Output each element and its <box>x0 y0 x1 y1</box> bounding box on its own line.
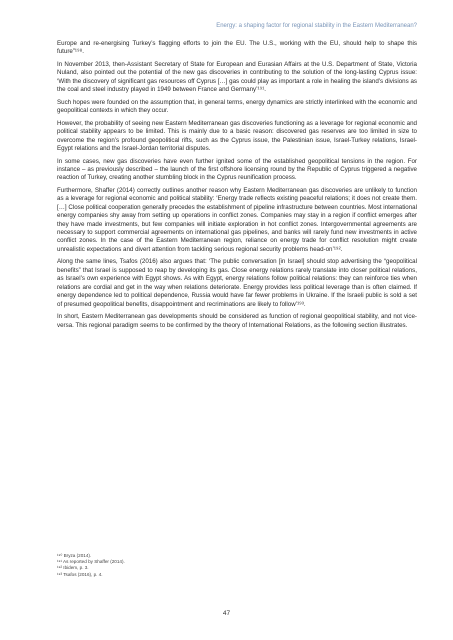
footnote: ¹⁹⁰ Bryza (2014). <box>57 553 92 558</box>
footnote: ¹⁹² Ibidem, p. 3. <box>57 565 89 571</box>
paragraph: Europe and re-energising Turkey’s flagging efforts to join the EU. The U.S., working with the EU, should help to shape this future”¹⁹⁸. <box>57 40 417 56</box>
paragraph: In November 2013, then-Assistant Secretary of State for European and Eurasian Affairs at the U.S. Department of State, Victoria Nuland, also pointed out the potential of the new gas discoveries in contributing to the solution of the long-lasting Cyprus issue: ‘With the discovery of significant gas resources off Cyprus […] gas could play as important a role in healing the island’s divisions as the coal and steel industry played in 1949 between France and Germany’¹⁹¹. <box>57 61 417 94</box>
body-text <box>57 40 417 334</box>
footnote: ¹⁹³ Tsafos (2016), p. 4. <box>57 571 103 577</box>
page-number: 47 <box>222 610 231 617</box>
paragraph: In some cases, new gas discoveries have even further ignited some of the established geopolitical tensions in the region. For instance – as previously described – the launch of the first offshore licensing round by the Republic of Cyprus triggered a negative reaction of Turkey, creating another stumbling block in the Cyprus reunification process. <box>57 157 417 182</box>
footnote: ¹⁹¹ As reported by Shaffer (2014). <box>57 559 125 565</box>
paragraph: In short, Eastern Mediterranean gas developments should be considered as function of regional geopolitical stability, and not vice-versa. This regional paradigm seems to be confirmed by the theory of International Relations, as the following section illustrates. <box>57 313 417 329</box>
running-head: Energy: a shaping factor for regional stability in the Eastern Mediterranean? <box>216 23 417 29</box>
paragraph: Such hopes were founded on the assumption that, in general terms, energy dynamics are strictly interlinked with the economic and geopolitical contexts in which they occur. <box>57 98 417 115</box>
paragraph: However, the probability of seeing new Eastern Mediterranean gas discoveries functioning as a leverage for regional economic and political stability appears to be limited. This is mainly due to a basic reason: discovered gas reserves are too limited in size to overcome the region’s profound geopolitical rifts, such as the Cyprus issue, the Palestinian issue, Israel-Turkey relations, Israel-Egypt relations and the Israel-Jordan territorial disputes. <box>57 119 417 153</box>
paragraph: Along the same lines, Tsafos (2016) also argues that: ‘The public conversation [in Israel] should stop advertising the “geopolitical benefits” that Israel is supposed to reap by developing its gas. Close energy relations rarely translate into closer political relations, as Israel’s own experience with Egypt shows. As with Egypt, energy relations follow political relations: they can reinforce ties when relations are cordial and get in the way when relations deteriorate. Energy provides less political leverage than is often claimed. If energy dependence led to political dependence, Russia would have far fewer problems in Ukraine. If the Israeli public is sold a set of presumed geopolitical benefits, disappointment and recriminations are likely to follow’¹⁹³. <box>57 258 417 308</box>
footnotes <box>57 553 357 578</box>
paragraph: Furthermore, Shaffer (2014) correctly outlines another reason why Eastern Mediterranean gas discoveries are unlikely to function as a leverage for regional economic and political stability: ‘Energy trade reflects existing peaceful relations; it does not create them. […] Close political cooperation generally precedes the establishment of pipeline infrastructure between countries. Most international energy companies shy away from setting up operations in conflict zones. Companies may stay in a region if conflict emerges after they have made investments, but few companies will initiate exploration in hot conflict zones. Intergovernmental agreements are necessary to support commercial agreements on international gas pipelines, and banks will rarely fund new investments in active conflict zones. In the case of the Eastern Mediterranean region, reliance on energy trade for conflict resolution might create unrealistic expectations and divert attention from tackling serious regional security problems head-on’¹⁹². <box>57 187 417 253</box>
